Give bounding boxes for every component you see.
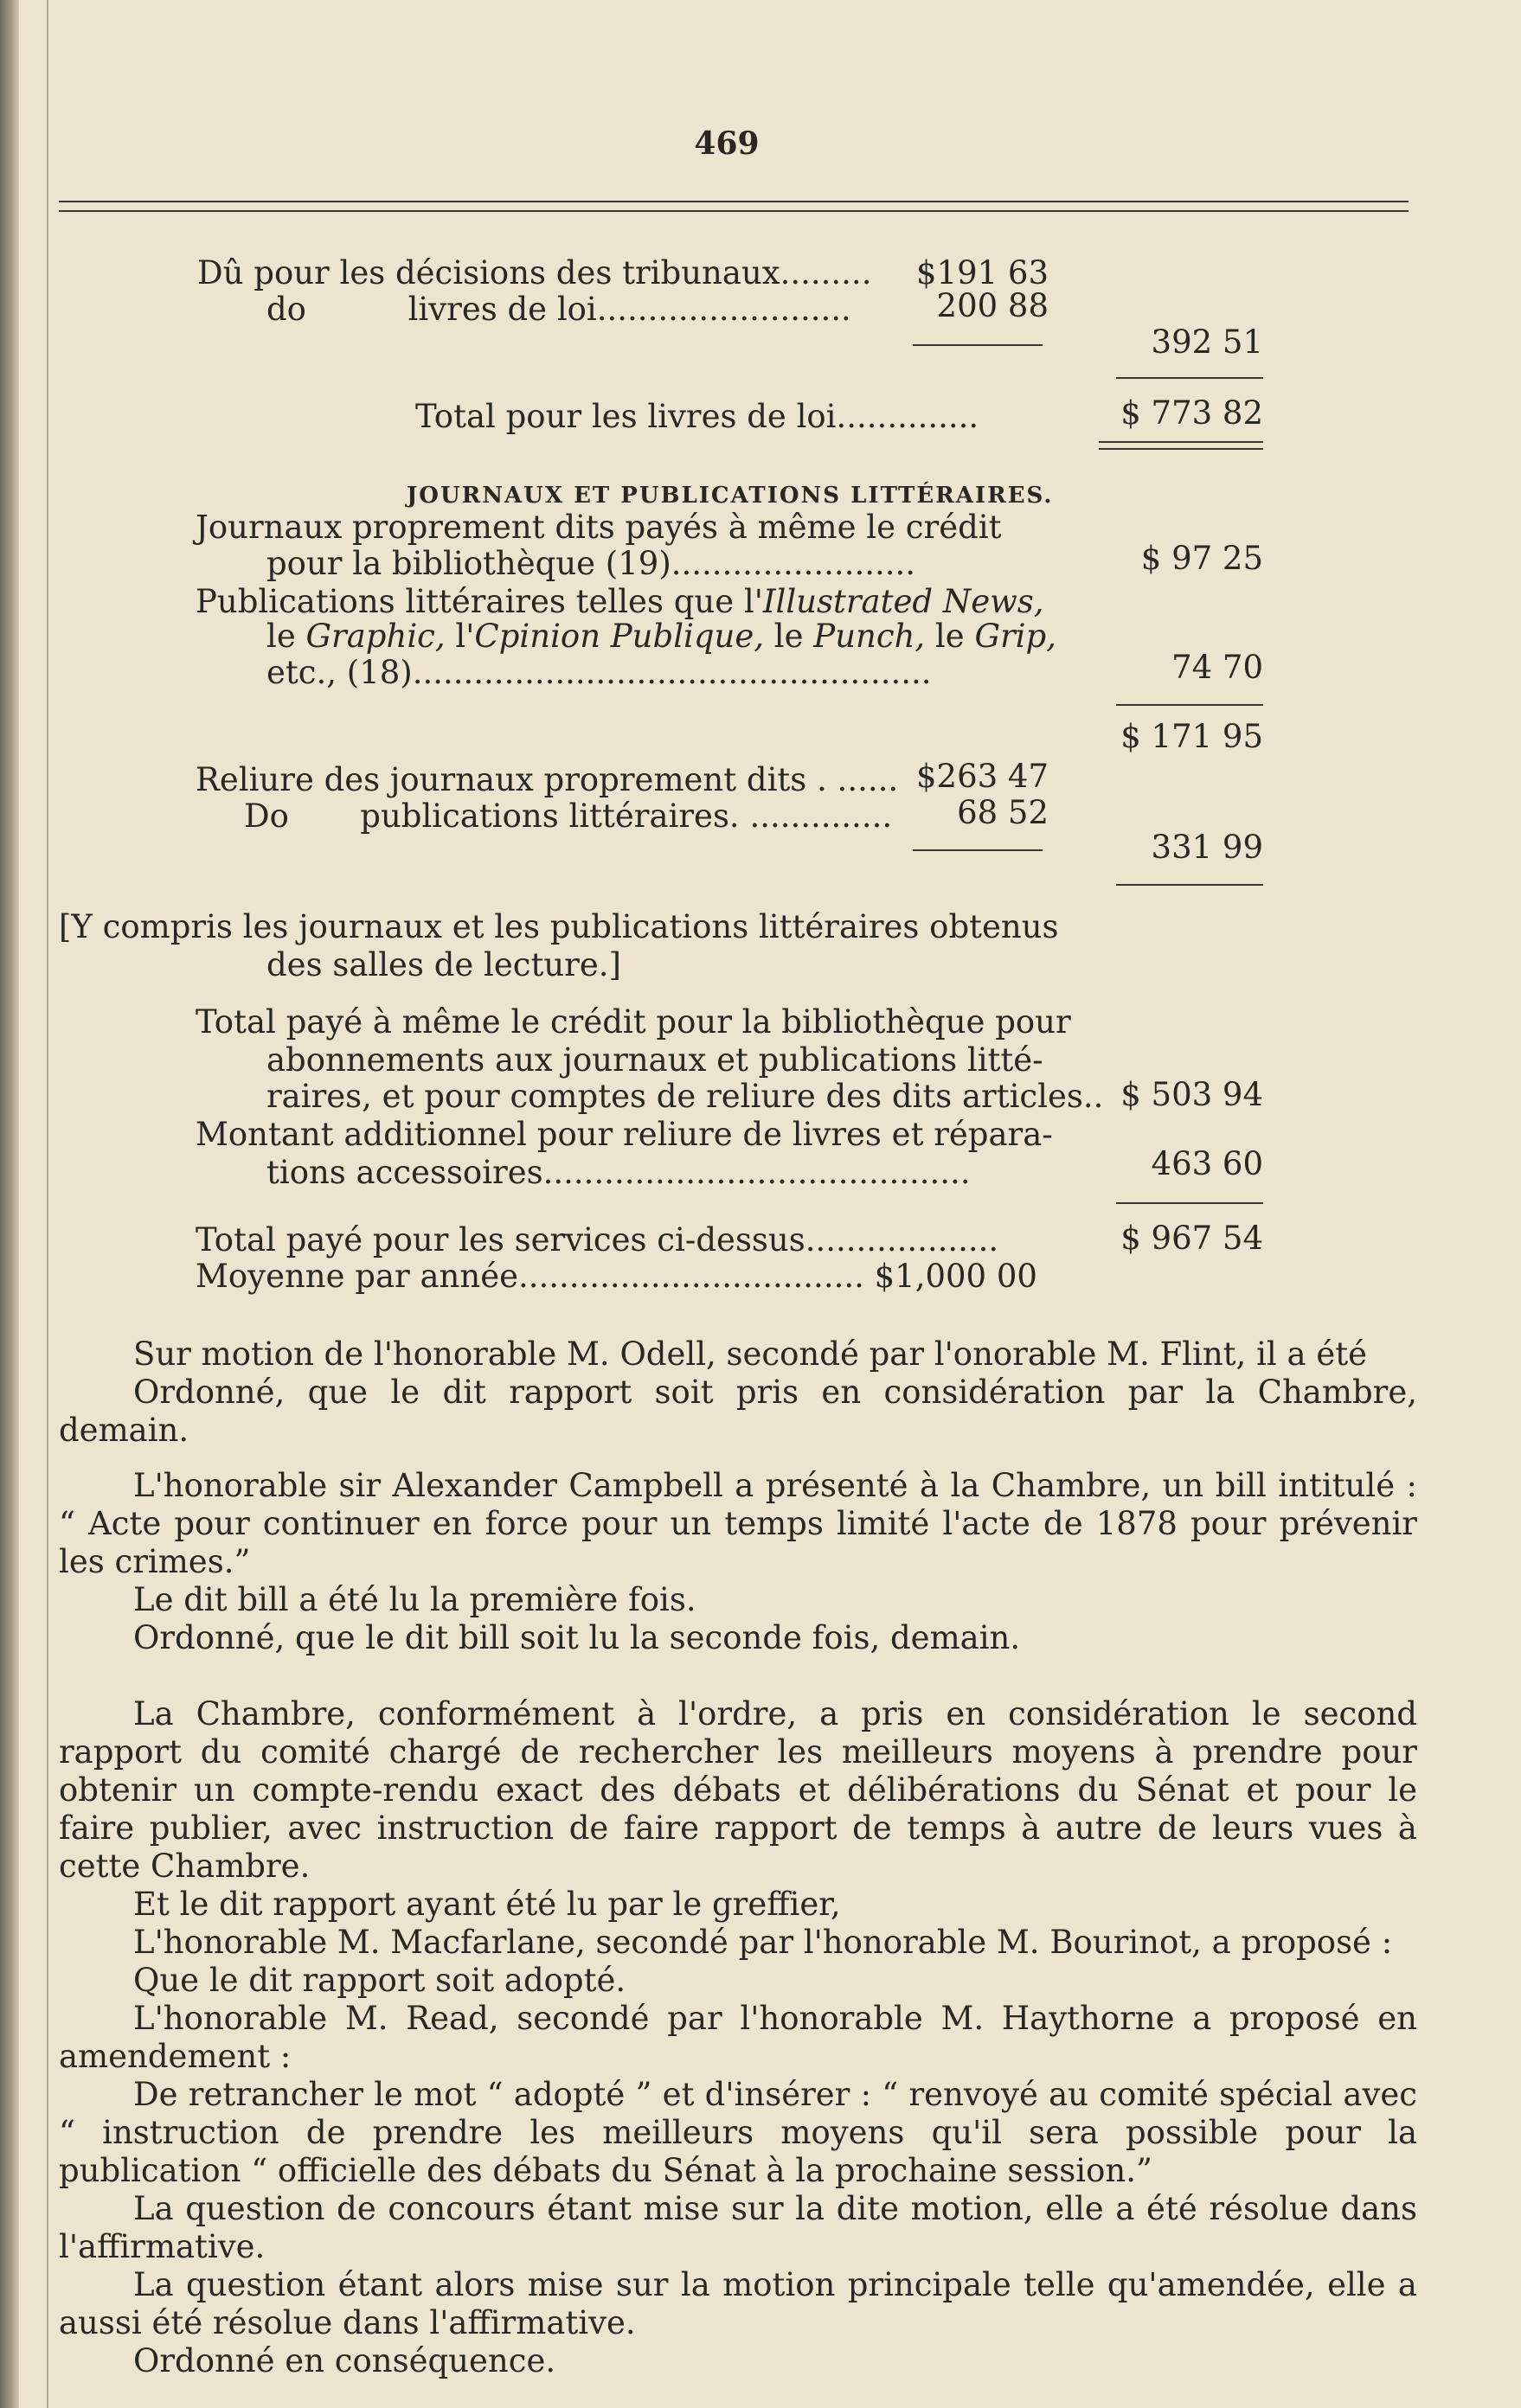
account-line: raires, et pour comptes de reliure des dits articles.. (266, 1078, 1104, 1115)
page-edge-shadow (0, 0, 19, 2408)
account-amount: $191 63 (915, 254, 1049, 291)
account-amount: $ 503 94 (1120, 1076, 1263, 1113)
account-line: do livres de loi......................... (266, 291, 851, 328)
total-line: Total payé pour les services ci-dessus................... (196, 1221, 999, 1258)
report-paragraph: La Chambre, conformément à l'ordre, a pris en considération le second rapport du comité chargé de rechercher les meilleurs moyens à prendre pour obtenir un compte-rendu exact des débats et délibérations du Sénat et pour le faire publier, avec instruction de faire rapport de temps à autre de leurs vues à cette Chambre. Et le dit rapport ayant été lu par le greffier, L'honorable M. Macfarlane, secondé par l'honorable M. Bourinot, a proposé : Que le dit rapport soit adopté. L'honorable M. Read, secondé par l'honorable M. Haythorne a proposé en amendement : De retrancher le mot “ adopté ” et d'insérer : “ renvoyé au comité spécial avec “ instruction de prendre les meilleurs moyens qu'il sera possible pour la publication “ officielle des débats du Sénat à la prochaine session.” La question de concours étant mise sur la dite motion, elle a été résolue dans l'affirmative. La question étant alors mise sur la motion principale telle qu'amendée, elle a aussi été résolue dans l'affirmative. Ordonné en conséquence. (59, 1695, 1417, 2379)
total-amount: $ 967 54 (1120, 1220, 1263, 1257)
note-line: des salles de lecture.] (266, 946, 621, 983)
account-amount: $263 47 (915, 758, 1049, 795)
subtotal-rule (1116, 884, 1263, 886)
motion-paragraph: Sur motion de l'honorable M. Odell, secondé par l'onorable M. Flint, il a été Ordonné, que le dit rapport soit pris en considération par la Chambre, demain. (59, 1335, 1417, 1449)
subtotal-rule (913, 344, 1043, 346)
account-line: Publications littéraires telles que l'Illustrated News, (196, 583, 1044, 620)
account-amount: 74 70 (1171, 649, 1263, 686)
average-line: Moyenne par année.................................. $1,000 00 (196, 1258, 1037, 1295)
account-line: abonnements aux journaux et publications litté- (266, 1041, 1043, 1079)
note-line: [Y compris les journaux et les publications littéraires obtenus (59, 908, 1059, 945)
account-amount: $ 97 25 (1140, 540, 1263, 577)
subtotal-amount: $ 171 95 (1120, 718, 1263, 755)
total-line: Total pour les livres de loi.............. (415, 398, 979, 435)
subtotal-rule (913, 849, 1043, 851)
account-line: le Graphic, l'Cpinion Publique, le Punch, le Grip, (266, 618, 1056, 655)
section-heading: JOURNAUX ET PUBLICATIONS LITTÉRAIRES. (407, 483, 1054, 509)
account-amount: 463 60 (1151, 1145, 1263, 1182)
account-line: pour la bibliothèque (19)........................ (266, 545, 916, 582)
account-line: Total payé à même le crédit pour la bibliothèque pour (196, 1003, 1071, 1041)
total-rule (1099, 441, 1263, 443)
page-number: 469 (694, 125, 760, 162)
account-line: etc., (18)................................................... (266, 654, 932, 691)
subtotal-amount: 331 99 (1151, 829, 1263, 866)
account-line: Journaux proprement dits payés à même le crédit (196, 509, 1002, 546)
header-rule-bottom (59, 210, 1409, 212)
header-rule-top (59, 201, 1409, 202)
account-amount: 200 88 (936, 287, 1049, 324)
total-amount: $ 773 82 (1120, 394, 1263, 432)
account-line: tions accessoires.......................................... (266, 1154, 971, 1191)
account-line: Reliure des journaux proprement dits . ...... (196, 761, 899, 798)
subtotal-rule (1116, 704, 1263, 706)
account-line: Do publications littéraires. .............. (244, 797, 893, 835)
account-amount: 68 52 (957, 794, 1049, 831)
subtotal-rule (1116, 1202, 1263, 1204)
margin-line (47, 0, 48, 2408)
bill-paragraph: L'honorable sir Alexander Campbell a présenté à la Chambre, un bill intitulé : “ Acte pour continuer en force pour un temps limité l'acte de 1878 pour prévenir les crimes.” Le dit bill a été lu la première fois. Ordonné, que le dit bill soit lu la seconde fois, demain. (59, 1467, 1417, 1656)
total-rule (1099, 448, 1263, 450)
account-line: Montant additionnel pour reliure de livres et répara- (196, 1116, 1053, 1153)
account-line: Dû pour les décisions des tribunaux......... (197, 254, 872, 291)
subtotal-rule (1116, 377, 1263, 379)
subtotal-amount: 392 51 (1151, 323, 1263, 361)
